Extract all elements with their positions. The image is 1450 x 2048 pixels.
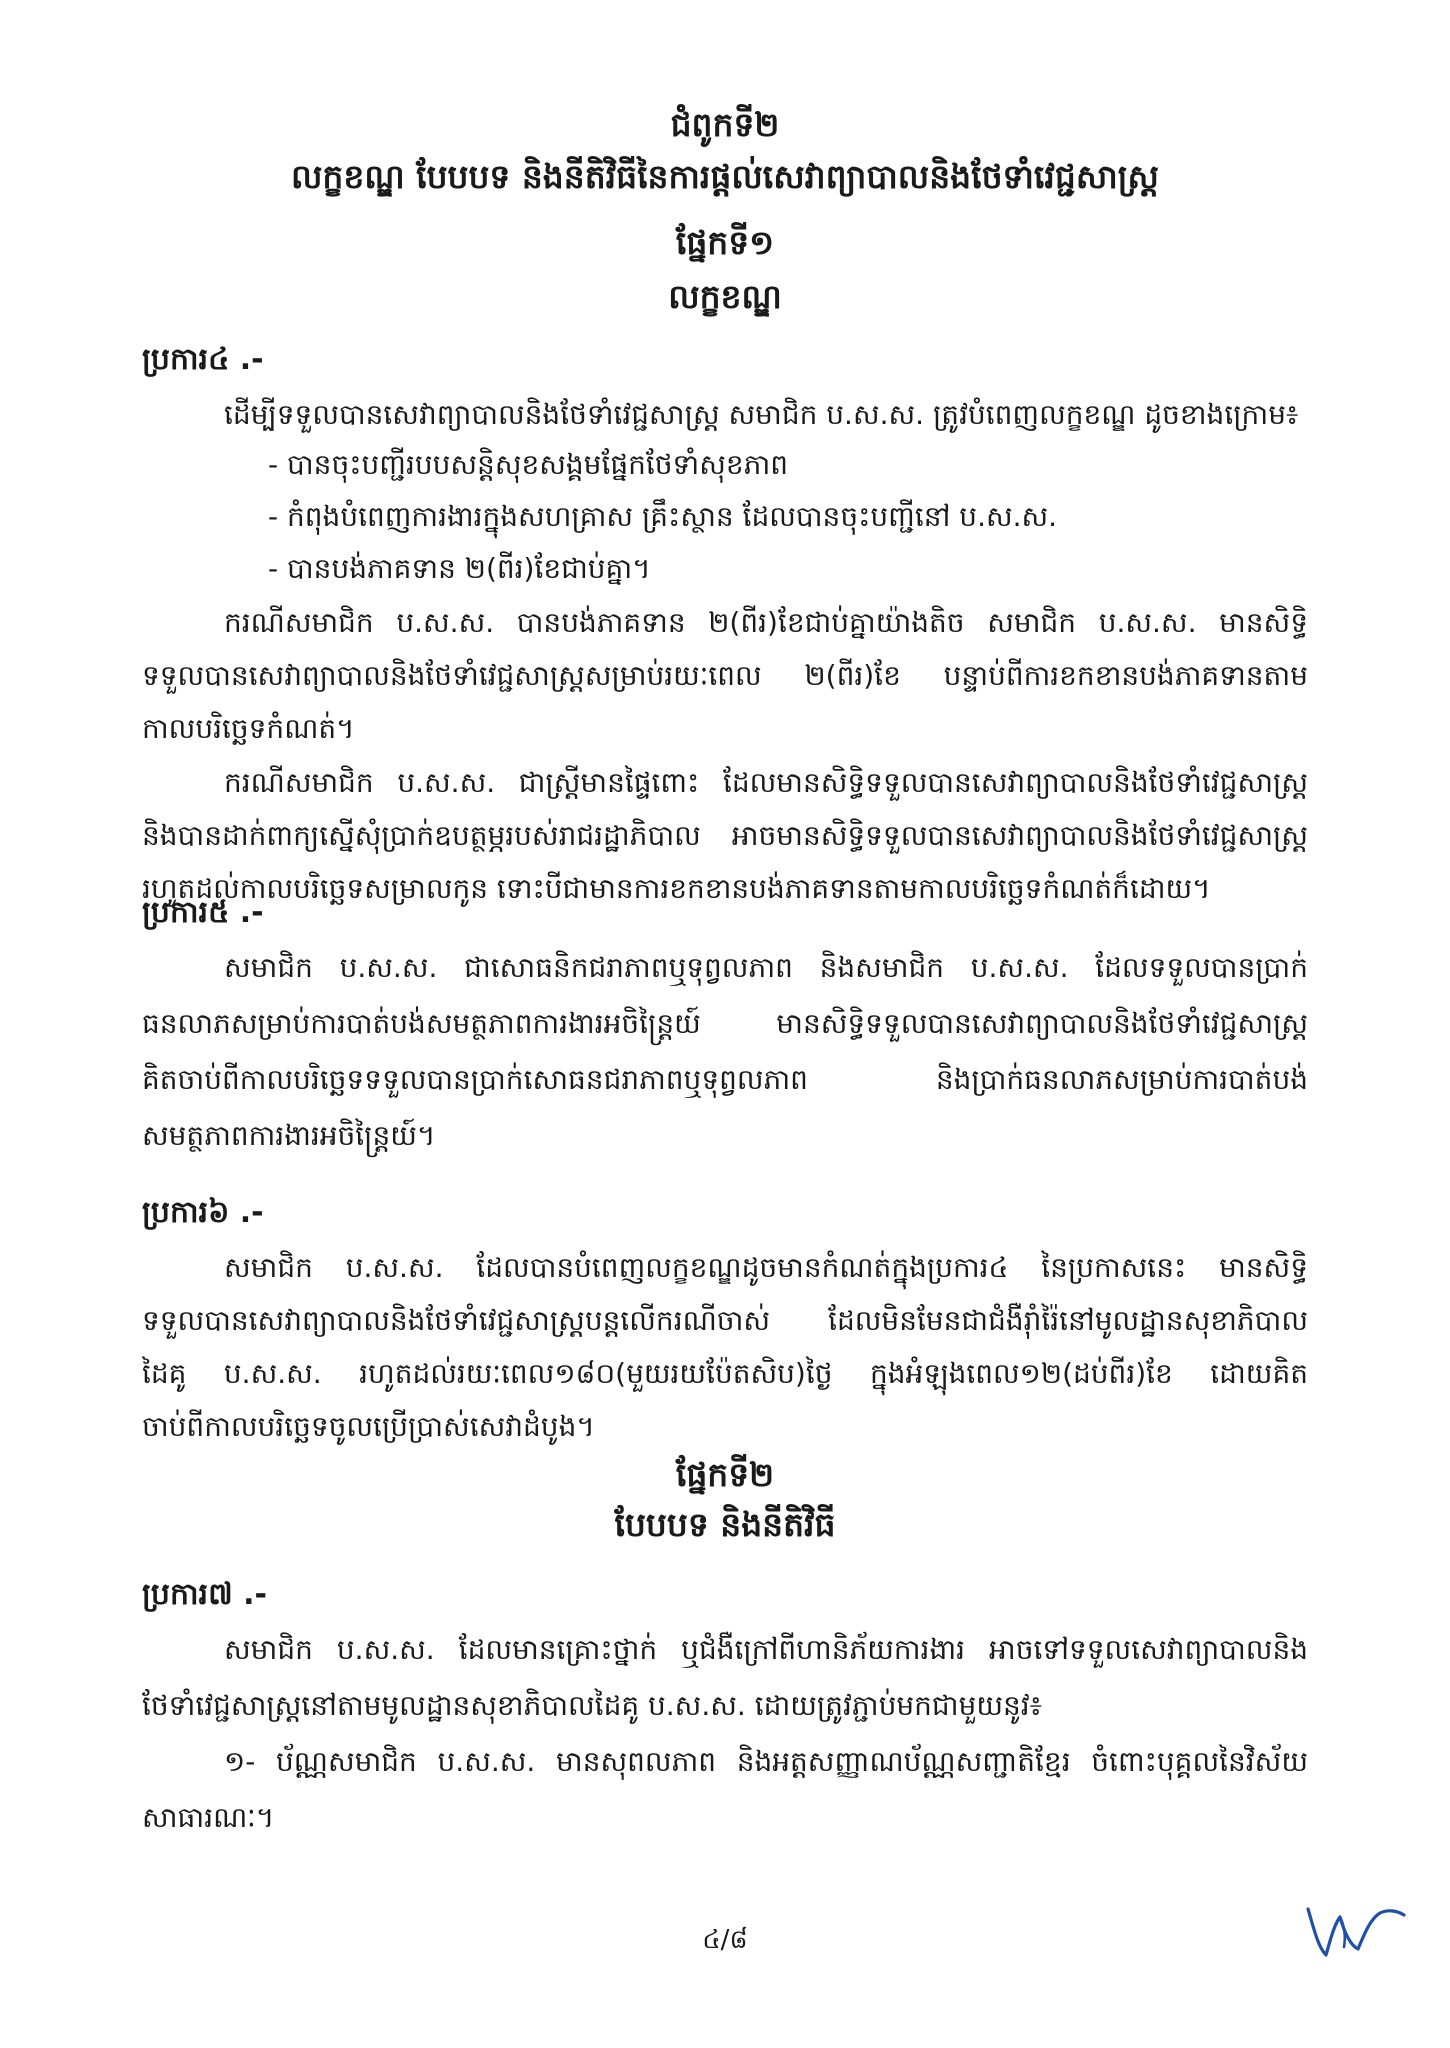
paragraph-line: ១- ប័ណ្ណសមាជិក ប.ស.ស. មានសុពលភាព និងអត្តសញ្ញាណប័ណ្ណសញ្ជាតិខ្មែរ ចំពោះបុគ្គលនៃវិស័យ (224, 1745, 1308, 1778)
part-2-subtitle: បែបបទ និងនីតិវិធី (614, 1505, 836, 1544)
part-title: ផ្នែកទី១ (675, 223, 775, 262)
article-6 (142, 1195, 1308, 1466)
part-2-title: ផ្នែកទី២ (675, 1455, 775, 1494)
paragraph-line: និងបានដាក់ពាក្យស្នើសុំប្រាក់ឧបត្ថម្ភរបស់រាជរដ្ឋាភិបាល អាចមានសិទ្ធិទទួលបានសេវាព្យាបាលនិងថែទាំវេជ្ជសាស្ត្រ (142, 819, 1308, 852)
paragraph-line: សមត្ថភាពការងារអចិន្ត្រៃយ៍។ (142, 1119, 436, 1152)
paragraph-line: កាលបរិច្ឆេទកំណត់។ (142, 712, 355, 745)
paragraph-line: សាធារណៈ។ (142, 1801, 275, 1834)
article-5 (142, 895, 1308, 1178)
paragraph-line: ធនលាភសម្រាប់ការបាត់បង់សមត្ថភាពការងារអចិន្ត្រៃយ៍ មានសិទ្ធិទទួលបានសេវាព្យាបាលនិងថែទាំវេជ្ជសាស្ត្រ (142, 1007, 1308, 1040)
paragraph-line: ករណីសមាជិក ប.ស.ស. ជាស្ត្រីមានផ្ទៃពោះ ដែលមានសិទ្ធិទទួលបានសេវាព្យាបាលនិងថែទាំវេជ្ជសាស្ត្រ (224, 766, 1308, 799)
paragraph-line: ថែទាំវេជ្ជសាស្ត្រនៅតាមមូលដ្ឋានសុខាភិបាលដៃគូ ប.ស.ស. ដោយត្រូវភ្ជាប់មកជាមួយនូវ៖ (142, 1689, 1042, 1722)
paragraph-line: គិតចាប់ពីកាលបរិច្ឆេទទទួលបានប្រាក់សោធនជរាភាពឬទុព្វលភាព និងប្រាក់ធនលាភសម្រាប់ការបាត់បង់ (142, 1063, 1308, 1096)
list-item: - បានចុះបញ្ជីរបបសន្តិសុខសង្គមផ្នែកថែទាំសុខភាព (268, 448, 789, 481)
article-5-title: ប្រការ៥ .- (142, 895, 264, 930)
list-item: - កំពុងបំពេញការងារក្នុងសហគ្រាស គ្រឹះស្ថាន ដែលបានចុះបញ្ជីនៅ ប.ស.ស. (268, 500, 1058, 533)
part-subtitle: លក្ខខណ្ឌ (668, 277, 782, 316)
paragraph-line: រហូតដល់កាលបរិច្ឆេទសម្រាលកូន ទោះបីជាមានការខកខានបង់ភាគទានតាមកាលបរិច្ឆេទកំណត់ក៏ដោយ។ (142, 872, 1211, 905)
paragraph-line: ករណីសមាជិក ប.ស.ស. បានបង់ភាគទាន ២(ពីរ)ខែជាប់គ្នាយ៉ាងតិច សមាជិក ប.ស.ស. មានសិទ្ធិ (224, 606, 1308, 639)
paragraph-line: ទទួលបានសេវាព្យាបាលនិងថែទាំវេជ្ជសាស្ត្រសម្រាប់រយៈពេល ២(ពីរ)ខែ បន្ទាប់ពីការខកខានបង់ភាគទានតាម (142, 659, 1308, 692)
signature-mark (1300, 1895, 1410, 1975)
article-4 (142, 342, 1308, 928)
heading-block (0, 105, 1450, 334)
paragraph-line: សមាជិក ប.ស.ស. ជាសោធនិកជរាភាពឬទុព្វលភាព និងសមាជិក ប.ស.ស. ដែលទទួលបានប្រាក់ (224, 951, 1308, 984)
article-7 (142, 1577, 1308, 1860)
article-6-title: ប្រការ៦ .- (142, 1195, 264, 1230)
paragraph-line: ទទួលបានសេវាព្យាបាលនិងថែទាំវេជ្ជសាស្ត្របន្តលើករណីចាស់ ដែលមិនមែនជាជំងឺរ៉ាំរ៉ៃនៅមូលដ្ឋានសុខាភិបាល (142, 1304, 1308, 1337)
article-7-title: ប្រការ៧ .- (142, 1577, 267, 1612)
chapter-subtitle: លក្ខខណ្ឌ បែបបទ និងនីតិវិធីនៃការផ្តល់សេវាព្យាបាលនិងថែទាំវេជ្ជសាស្ត្រ (291, 157, 1159, 196)
article-4-title: ប្រការ៤ .- (142, 342, 264, 377)
article-4-intro: ដើម្បីទទួលបានសេវាព្យាបាលនិងថែទាំវេជ្ជសាស្ត្រ សមាជិក ប.ស.ស. ត្រូវបំពេញលក្ខខណ្ឌ ដូចខាងក្រោម៖ (224, 398, 1299, 431)
page-number: ៤/៨ (702, 1925, 748, 1955)
list-item: - បានបង់ភាគទាន ២(ពីរ)ខែជាប់គ្នា។ (268, 552, 651, 585)
chapter-title: ជំពូកទី២ (670, 105, 780, 144)
paragraph-line: ចាប់ពីកាលបរិច្ឆេទចូលប្រើប្រាស់សេវាដំបូង។ (142, 1410, 595, 1443)
paragraph-line: សមាជិក ប.ស.ស. ដែលបានបំពេញលក្ខខណ្ឌដូចមានកំណត់ក្នុងប្រការ៤ នៃប្រកាសនេះ មានសិទ្ធិ (224, 1251, 1308, 1284)
paragraph-line: ដៃគូ ប.ស.ស. រហូតដល់រយៈពេល១៨០(មួយរយប៉ែតសិប)ថ្ងៃ ក្នុងអំឡុងពេល១២(ដប់ពីរ)ខែ ដោយគិត (142, 1357, 1308, 1390)
paragraph-line: សមាជិក ប.ស.ស. ដែលមានគ្រោះថ្នាក់ ឬជំងឺក្រៅពីហានិភ័យការងារ អាចទៅទទួលសេវាព្យាបាលនិង (224, 1633, 1308, 1666)
